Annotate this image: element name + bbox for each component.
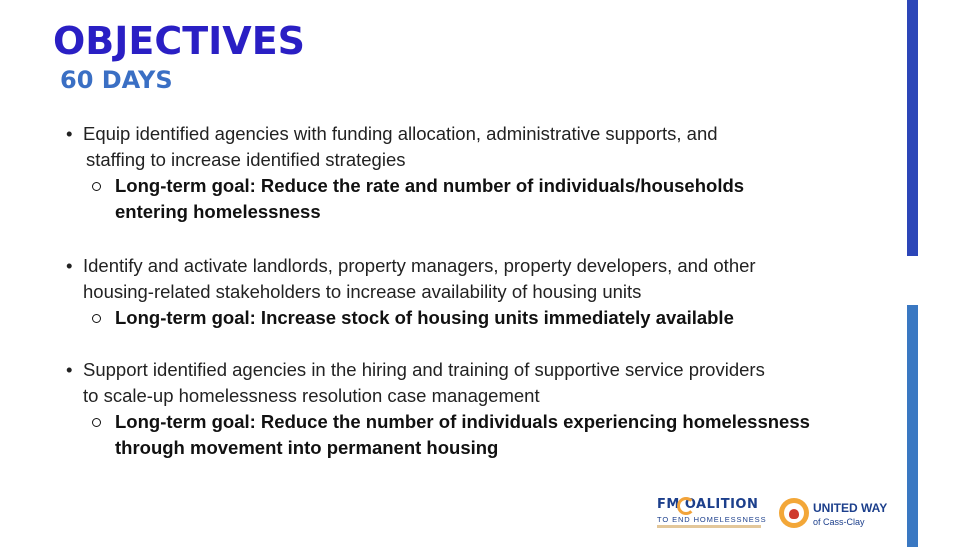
goal-text-line: entering homelessness bbox=[115, 201, 321, 222]
objective-text-line: housing-related stakeholders to increase availability of housing units bbox=[83, 281, 642, 302]
goal-item bbox=[92, 409, 886, 461]
objective-text-line: Identify and activate landlords, property managers, property developers, and other bbox=[83, 255, 756, 276]
objective-text bbox=[66, 357, 886, 409]
objective-text bbox=[66, 253, 886, 305]
slide-title: OBJECTIVES bbox=[53, 19, 306, 63]
goal-text-line: Long-term goal: Increase stock of housing units immediately available bbox=[115, 307, 734, 328]
circle-bullet-icon bbox=[92, 418, 101, 427]
objective-text-line: Equip identified agencies with funding allocation, administrative supports, and bbox=[83, 123, 718, 144]
united-way-logo bbox=[779, 498, 888, 532]
objective-text-line: staffing to increase identified strategies bbox=[86, 149, 406, 170]
goal-item bbox=[92, 173, 886, 225]
objective-1 bbox=[66, 121, 886, 225]
slide-subtitle: 60 DAYS bbox=[60, 66, 173, 94]
united-way-subname: of Cass-Clay bbox=[813, 517, 865, 527]
bullet-icon: • bbox=[66, 359, 73, 380]
united-way-hand-icon bbox=[779, 498, 809, 528]
united-way-name: UNITED WAY bbox=[813, 501, 888, 515]
objective-text-line: Support identified agencies in the hiring and training of supportive service providers bbox=[83, 359, 765, 380]
accent-bar-bottom bbox=[907, 305, 918, 547]
goal-text-line: through movement into permanent housing bbox=[115, 437, 499, 458]
bullet-icon: • bbox=[66, 123, 73, 144]
bullet-icon: • bbox=[66, 255, 73, 276]
circle-bullet-icon bbox=[92, 182, 101, 191]
logo-tagline-stripe bbox=[657, 525, 761, 528]
goal-text-line: Long-term goal: Reduce the rate and number of individuals/households bbox=[115, 175, 745, 196]
objective-text-line: to scale-up homelessness resolution case management bbox=[83, 385, 540, 406]
goal-item bbox=[92, 305, 886, 331]
objective-text bbox=[66, 121, 886, 173]
fm-coalition-logo bbox=[657, 497, 765, 531]
coalition-c-icon bbox=[677, 497, 695, 515]
fm-coalition-logo-text: FM OALITION bbox=[657, 497, 759, 512]
objective-3 bbox=[66, 357, 886, 461]
goal-text-line: Long-term goal: Reduce the number of individuals experiencing homelessness bbox=[115, 411, 810, 432]
accent-bar-top bbox=[907, 0, 918, 256]
objective-2 bbox=[66, 253, 886, 331]
fm-coalition-logo-subtext: TO END HOMELESSNESS bbox=[657, 515, 767, 524]
circle-bullet-icon bbox=[92, 314, 101, 323]
